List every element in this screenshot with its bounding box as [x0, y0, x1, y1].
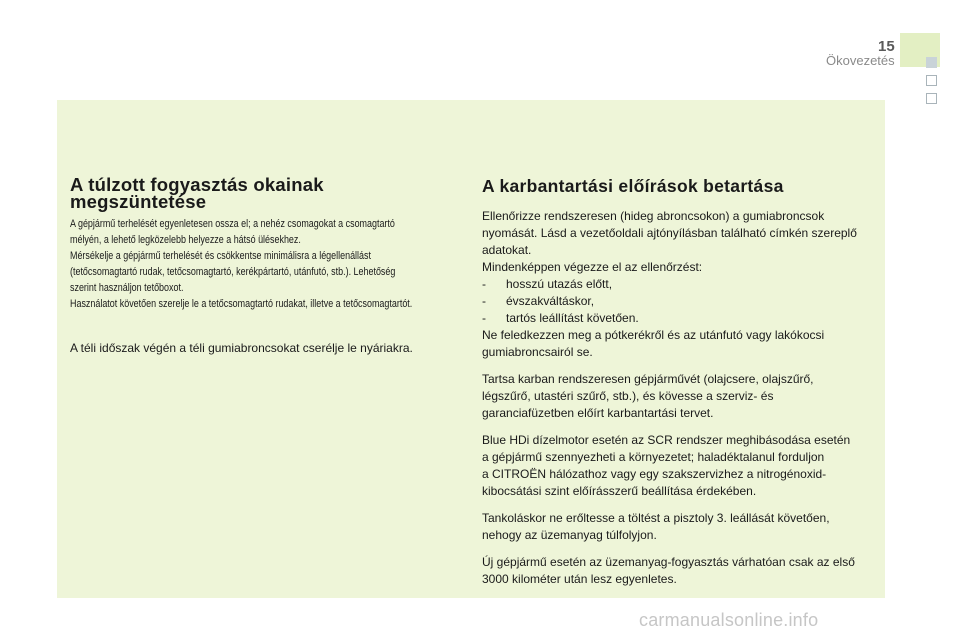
list-dash: -	[482, 277, 486, 291]
text-line: kibocsátási szint előírásszerű beállítása érdekében.	[482, 484, 757, 498]
text-line: Mérsékelje a gépjármű terhelését és csökkentse minimálisra a légellenállást	[70, 250, 371, 262]
scr-section	[482, 432, 877, 500]
text-line: A téli időszak végén a téli gumiabroncsokat cserélje le nyáriakra.	[70, 341, 413, 355]
chapter-title: Ökovezetés	[826, 53, 895, 68]
text-line: (tetőcsomagtartó rudak, tetőcsomagtartó, kerékpártartó, utánfutó, stb.). Lehetőség	[70, 266, 396, 278]
text-line: Mindenképpen végezze el az ellenőrzést:	[482, 260, 703, 274]
text-line: Ne feledkezzen meg a pótkerékről és az utánfutó vagy lakókocsi	[482, 328, 825, 342]
list-item-text: tartós leállítást követően.	[506, 311, 639, 325]
text-line: Új gépjármű esetén az üzemanyag-fogyasztás várhatóan csak az első	[482, 555, 855, 569]
new-car-section	[482, 554, 877, 588]
text-line: légszűrő, utastéri szűrő, stb.), és kövesse a szerviz- és	[482, 389, 774, 403]
text-line: A gépjármű terhelését egyenletesen ossza el; a nehéz csomagokat a csomagtartó	[70, 218, 395, 230]
text-line: nyomását. Lásd a vezetőoldali ajtónyílásban található címkén szereplő	[482, 226, 857, 240]
left-column	[70, 176, 465, 357]
text-line: szerint használjon tetőboxot.	[70, 282, 184, 294]
left-heading	[70, 176, 465, 210]
list-item-text: hosszú utazás előtt,	[506, 277, 613, 291]
section-marker-active-icon	[926, 57, 937, 68]
winter-note	[70, 340, 465, 357]
refuel-section	[482, 510, 877, 544]
tyre-check-section	[482, 208, 877, 361]
text-line: mélyén, a lehető legközelebb helyezze a hátsó ülésekhez.	[70, 234, 301, 246]
service-section	[482, 371, 877, 422]
text-line: 3000 kilométer után lesz egyenletes.	[482, 572, 677, 586]
list-dash: -	[482, 294, 486, 308]
section-marker-icon	[926, 75, 937, 86]
text-line: a CITROËN hálózathoz vagy egy szakszervizhez a nitrogénoxid-	[482, 467, 827, 481]
list-dash: -	[482, 311, 486, 325]
page-number: 15	[878, 38, 895, 55]
list-item	[482, 310, 877, 327]
check-list	[482, 276, 877, 327]
text-line: a gépjármű szennyezheti a környezetet; haladéktalanul forduljon	[482, 450, 825, 464]
text-line: Használatot követően szerelje le a tetőcsomagtartó rudakat, illetve a tetőcsomagtartót.	[70, 298, 413, 310]
list-item-text: évszakváltáskor,	[506, 294, 595, 308]
watermark: carmanualsonline.info	[639, 610, 819, 630]
text-line: adatokat.	[482, 243, 532, 257]
section-marker-icon	[926, 93, 937, 104]
text-line: garanciafüzetben előírt karbantartási tervet.	[482, 406, 714, 420]
left-heading-line: A túlzott fogyasztás okainak	[70, 174, 324, 195]
text-line: Tartsa karban rendszeresen gépjárművét (olajcsere, olajszűrő,	[482, 372, 814, 386]
text-line: Blue HDi dízelmotor esetén az SCR rendszer meghibásodása esetén	[482, 433, 851, 447]
right-heading: A karbantartási előírások betartása	[482, 176, 784, 196]
load-advice	[70, 216, 465, 312]
text-line: gumiabroncsairól se.	[482, 345, 593, 359]
left-heading-line: megszüntetése	[70, 191, 207, 212]
text-line: nehogy az üzemanyag túlfolyjon.	[482, 528, 657, 542]
list-item	[482, 276, 877, 293]
list-item	[482, 293, 877, 310]
text-line: Ellenőrizze rendszeresen (hideg abroncsokon) a gumiabroncsok	[482, 209, 825, 223]
text-line: Tankoláskor ne erőltesse a töltést a pisztoly 3. leállását követően,	[482, 511, 830, 525]
right-column	[482, 176, 877, 588]
